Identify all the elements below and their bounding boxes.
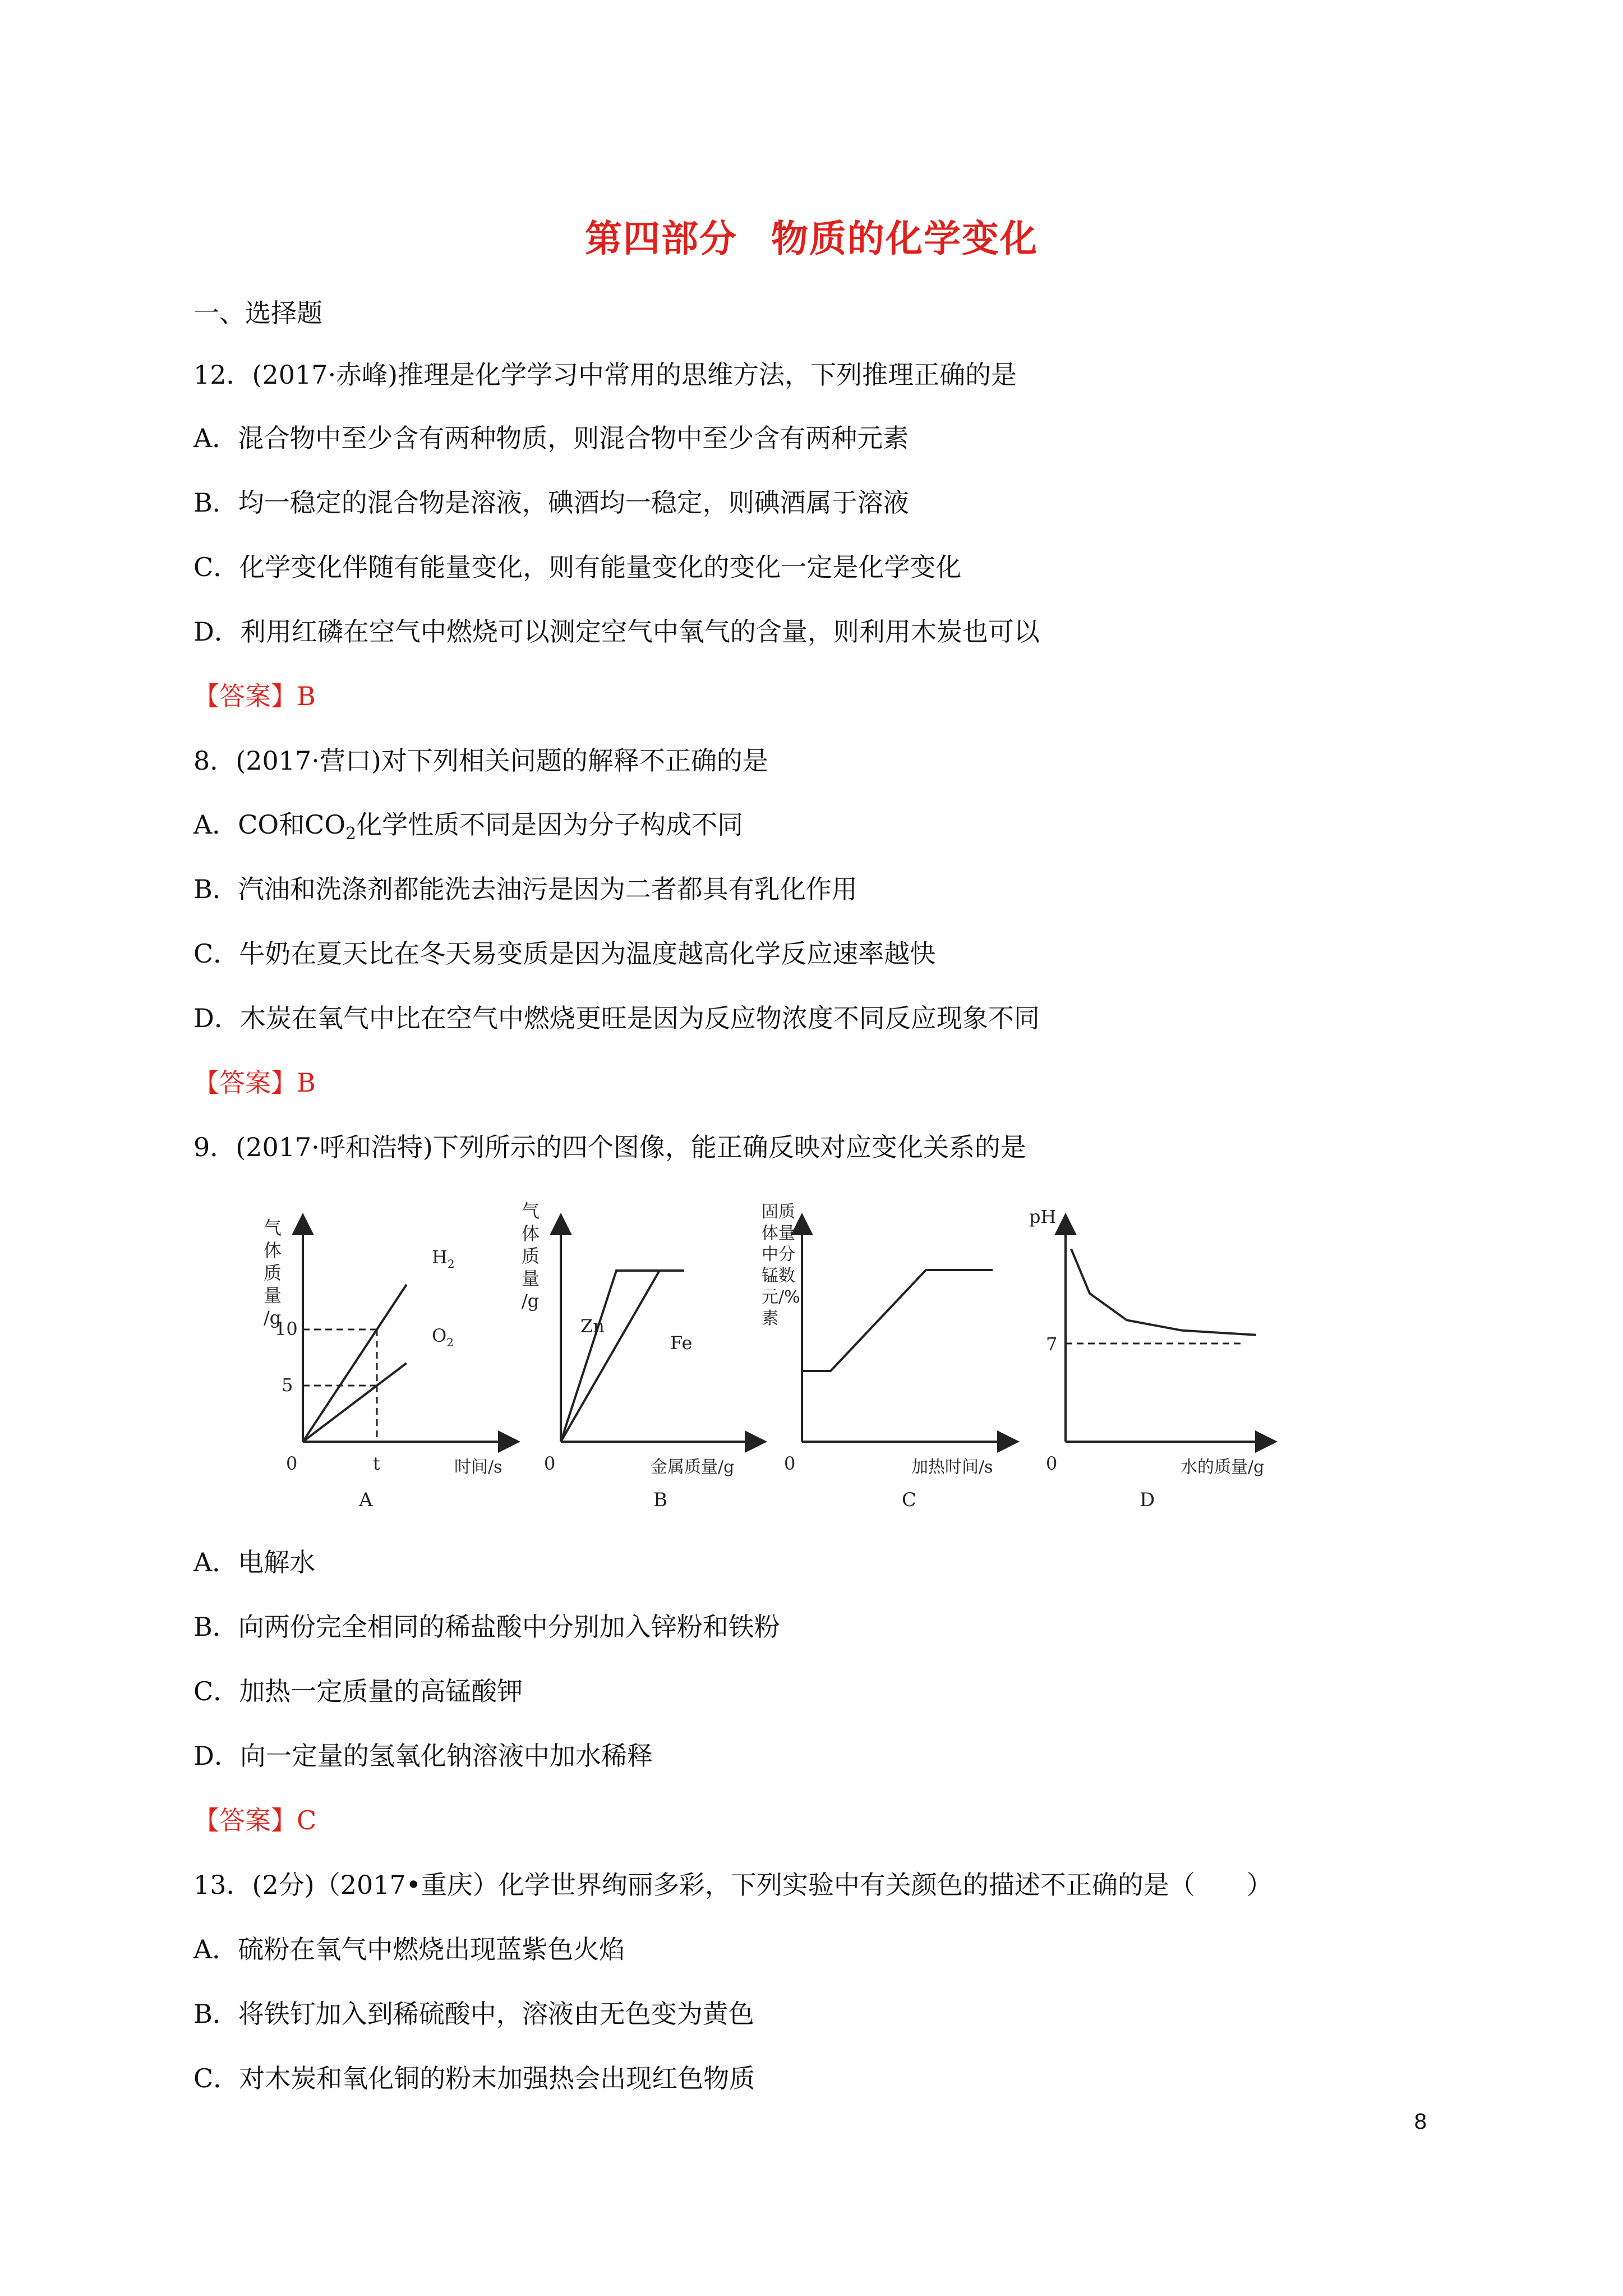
chart-c-ylabel-1: 体量 [762,1223,795,1243]
q13-option-a: A．硫粉在氧气中燃烧出现蓝紫色火焰 [193,1934,625,1964]
chart-a-ylabel-0: 气 [264,1217,282,1239]
chart-a-panel-label: A [359,1489,373,1509]
chart-b-ylabel-1: 体 [522,1223,540,1244]
chart-b-ylabel-3: 量 [522,1268,540,1289]
chart-c [762,1202,1015,1509]
answer-label: 【答案】 [193,1805,297,1835]
q12-option-d: D．利用红磷在空气中燃烧可以测定空气中氧气的含量，则利用木炭也可以 [193,616,1040,647]
title-part: 第四部分 [585,217,737,260]
chart-a-series-o2 [303,1363,407,1442]
q9-answer [193,1807,316,1833]
q9-option-d: D．向一定量的氢氧化钠溶液中加水稀释 [193,1741,653,1771]
chart-a-origin: 0 [286,1453,298,1474]
q8-option-c: C．牛奶在夏天比在冬天易变质是因为温度越高化学反应速率越快 [193,938,936,969]
chart-b-label-fe: Fe [670,1332,693,1354]
chart-c-origin: 0 [784,1453,796,1474]
chart-c-ylabel-0: 固质 [762,1202,795,1222]
chart-b-label-zn: Zn [580,1315,605,1337]
answer-value: C [297,1805,317,1835]
chart-d-origin: 0 [1046,1453,1058,1474]
chart-c-ylabel-5: 素 [762,1309,778,1328]
q12-stem: 12．(2017·赤峰)推理是化学学习中常用的思维方法，下列推理正确的是 [193,360,1017,390]
q8-option-b: B．汽油和洗涤剂都能洗去油污是因为二者都具有乳化作用 [193,874,857,904]
chart-a-ylabel-2: 质 [264,1262,282,1283]
q12-option-b: B．均一稳定的混合物是溶液，碘酒均一稳定，则碘酒属于溶液 [193,487,909,518]
chart-b-origin: 0 [544,1453,556,1474]
chart-a-xlabel: 时间/s [454,1457,502,1477]
chart-d-series [1071,1249,1256,1335]
chart-d-xlabel: 水的质量/g [1181,1457,1265,1477]
chart-a-label-o2: $O_2$ [432,1325,454,1349]
answer-value: B [297,1068,316,1098]
q13-option-c: C．对木炭和氧化铜的粉末加强热会出现红色物质 [193,2063,755,2093]
chart-b-panel-label: B [653,1489,667,1509]
chart-c-ylabel-2: 中分 [762,1245,795,1264]
chart-a-ylabel-4: /g [264,1307,282,1328]
answer-label: 【答案】 [193,681,297,711]
chart-a [264,1217,516,1509]
chart-c-panel-label: C [902,1489,917,1509]
chart-c-xlabel: 加热时间/s [911,1457,993,1477]
q8-option-a-post: 化学性质不同是因为分子构成不同 [356,809,744,840]
chart-c-ylabel-3: 锰数 [762,1266,795,1286]
answer-value: B [297,681,316,711]
page-number: 8 [1414,2109,1427,2134]
chart-a-ylabel-3: 量 [264,1285,282,1306]
chart-a-tick-10: 10 [275,1318,298,1340]
chart-b-ylabel-0: 气 [522,1200,540,1222]
chart-a-series-h2 [303,1285,407,1442]
chart-d [1029,1206,1273,1509]
q8-answer [193,1070,316,1096]
chart-a-tick-5: 5 [282,1374,293,1396]
chart-c-ylabel-4: 元/% [762,1287,800,1307]
q9-figure [247,1195,1312,1509]
title-name: 物质的化学变化 [771,217,1038,260]
q13-stem: 13．(2分)（2017•重庆）化学世界绚丽多彩，下列实验中有关颜色的描述不正确的是（ ） [193,1870,1272,1900]
q13-option-b: B．将铁钉加入到稀硫酸中，溶液由无色变为黄色 [193,1999,754,2029]
q8-option-d: D．木炭在氧气中比在空气中燃烧更旺是因为反应物浓度不同反应现象不同 [193,1003,1040,1033]
q9-option-b: B．向两份完全相同的稀盐酸中分别加入锌粉和铁粉 [193,1612,780,1642]
section-heading: 一、选择题 [193,298,322,328]
q12-option-a: A．混合物中至少含有两种物质，则混合物中至少含有两种元素 [193,423,909,453]
q9-stem: 9．(2017·呼和浩特)下列所示的四个图像，能正确反映对应变化关系的是 [193,1132,1026,1162]
chart-a-label-h2: $H_2$ [432,1246,455,1271]
answer-label: 【答案】 [193,1068,297,1098]
page-title [0,209,1623,262]
q8-option-a-sub: 2 [345,824,357,844]
chart-b [522,1200,763,1509]
chart-b-ylabel-2: 质 [522,1245,540,1267]
q9-option-a: A．电解水 [193,1547,316,1577]
chart-b-xlabel: 金属质量/g [651,1457,735,1477]
q12-answer [193,683,316,709]
chart-a-ylabel-1: 体 [264,1240,282,1261]
chart-b-ylabel-4: /g [522,1290,540,1312]
q9-option-c: C．加热一定质量的高锰酸钾 [193,1676,523,1706]
q8-option-a [193,809,744,844]
chart-a-tick-t: t [373,1453,380,1474]
q8-stem: 8．(2017·营口)对下列相关问题的解释不正确的是 [193,746,768,776]
chart-d-tick-7: 7 [1046,1333,1058,1355]
chart-d-ylabel: pH [1029,1206,1057,1227]
chart-b-series-fe [561,1271,684,1442]
chart-b-series-zn [561,1271,684,1442]
chart-c-series [802,1270,993,1371]
q12-option-c: C．化学变化伴随有能量变化，则有能量变化的变化一定是化学变化 [193,552,962,582]
q8-option-a-pre: A．CO和CO [193,809,346,840]
chart-d-panel-label: D [1140,1489,1155,1509]
